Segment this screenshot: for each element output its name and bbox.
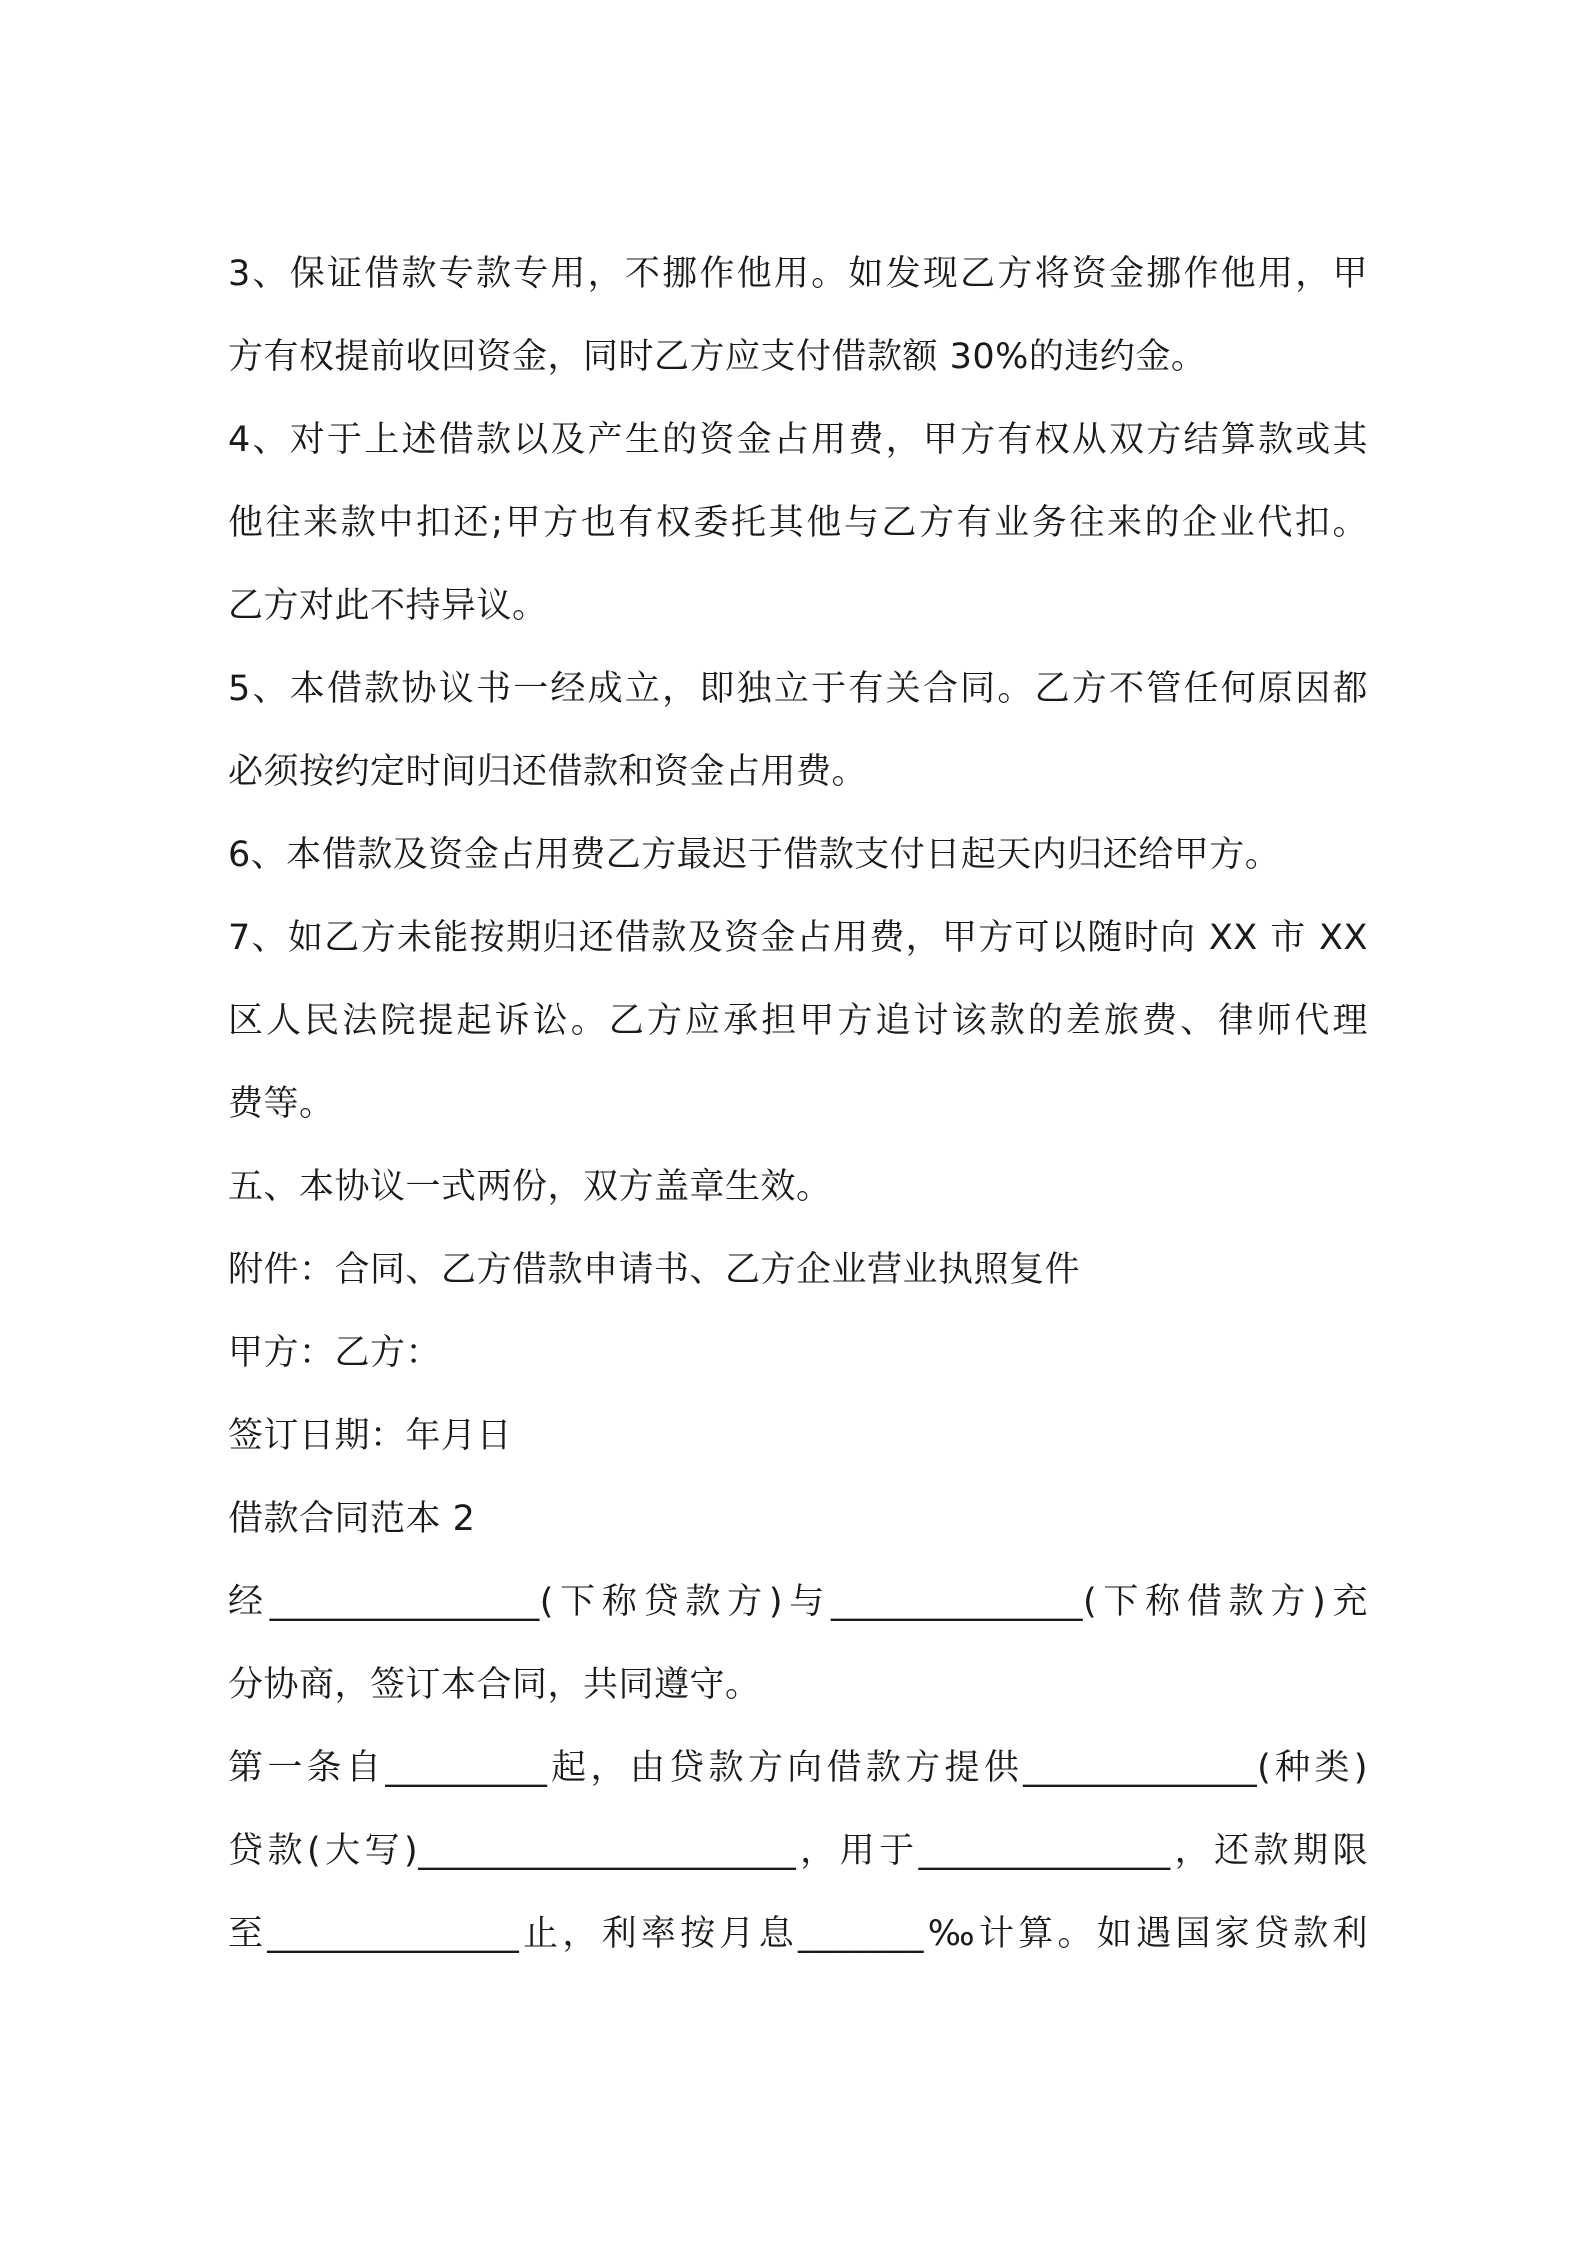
text-line: 4、对于上述借款以及产生的资金占用费，甲方有权从双方结算款或其 xyxy=(228,420,1368,460)
section-heading: 五、本协议一式两份，双方盖章生效。 xyxy=(228,1167,832,1207)
text-line: 必须按约定时间归还借款和资金占用费。 xyxy=(228,752,868,792)
text-line: 7、如乙方未能按期归还借款及资金占用费，甲方可以随时向 XX 市 XX xyxy=(228,918,1368,958)
text-line: 方有权提前收回资金，同时乙方应支付借款额 30%的违约金。 xyxy=(228,337,1207,377)
text-line: 经_______________(下称贷款方)与______________(下称借款方)充 xyxy=(228,1582,1368,1622)
parties-line: 甲方：乙方： xyxy=(228,1333,442,1373)
contract-text xyxy=(228,233,1368,1976)
text-line: 3、保证借款专款专用，不挪作他用。如发现乙方将资金挪作他用，甲 xyxy=(228,254,1368,294)
text-line: 贷款(大写)_____________________，用于______________，还款期限 xyxy=(228,1831,1368,1871)
text-line: 6、本借款及资金占用费乙方最迟于借款支付日起天内归还给甲方。 xyxy=(228,835,1281,875)
signing-date-line: 签订日期：年月日 xyxy=(228,1416,513,1456)
text-line: 乙方对此不持异议。 xyxy=(228,586,548,626)
text-line: 他往来款中扣还;甲方也有权委托其他与乙方有业务往来的企业代扣。 xyxy=(228,503,1368,543)
text-line: 分协商，签订本合同，共同遵守。 xyxy=(228,1665,761,1705)
contract-template-title: 借款合同范本 2 xyxy=(228,1499,476,1539)
text-line: 至______________止，利率按月息_______‰计算。如遇国家贷款利 xyxy=(228,1914,1368,1954)
text-line: 5、本借款协议书一经成立，即独立于有关合同。乙方不管任何原因都 xyxy=(228,669,1368,709)
attachment-line: 附件：合同、乙方借款申请书、乙方企业营业执照复件 xyxy=(228,1250,1081,1290)
text-line: 区人民法院提起诉讼。乙方应承担甲方追讨该款的差旅费、律师代理 xyxy=(228,1001,1368,1041)
text-line: 第一条自_________起，由贷款方向借款方提供_____________(种类) xyxy=(228,1748,1368,1788)
text-line: 费等。 xyxy=(228,1084,335,1124)
